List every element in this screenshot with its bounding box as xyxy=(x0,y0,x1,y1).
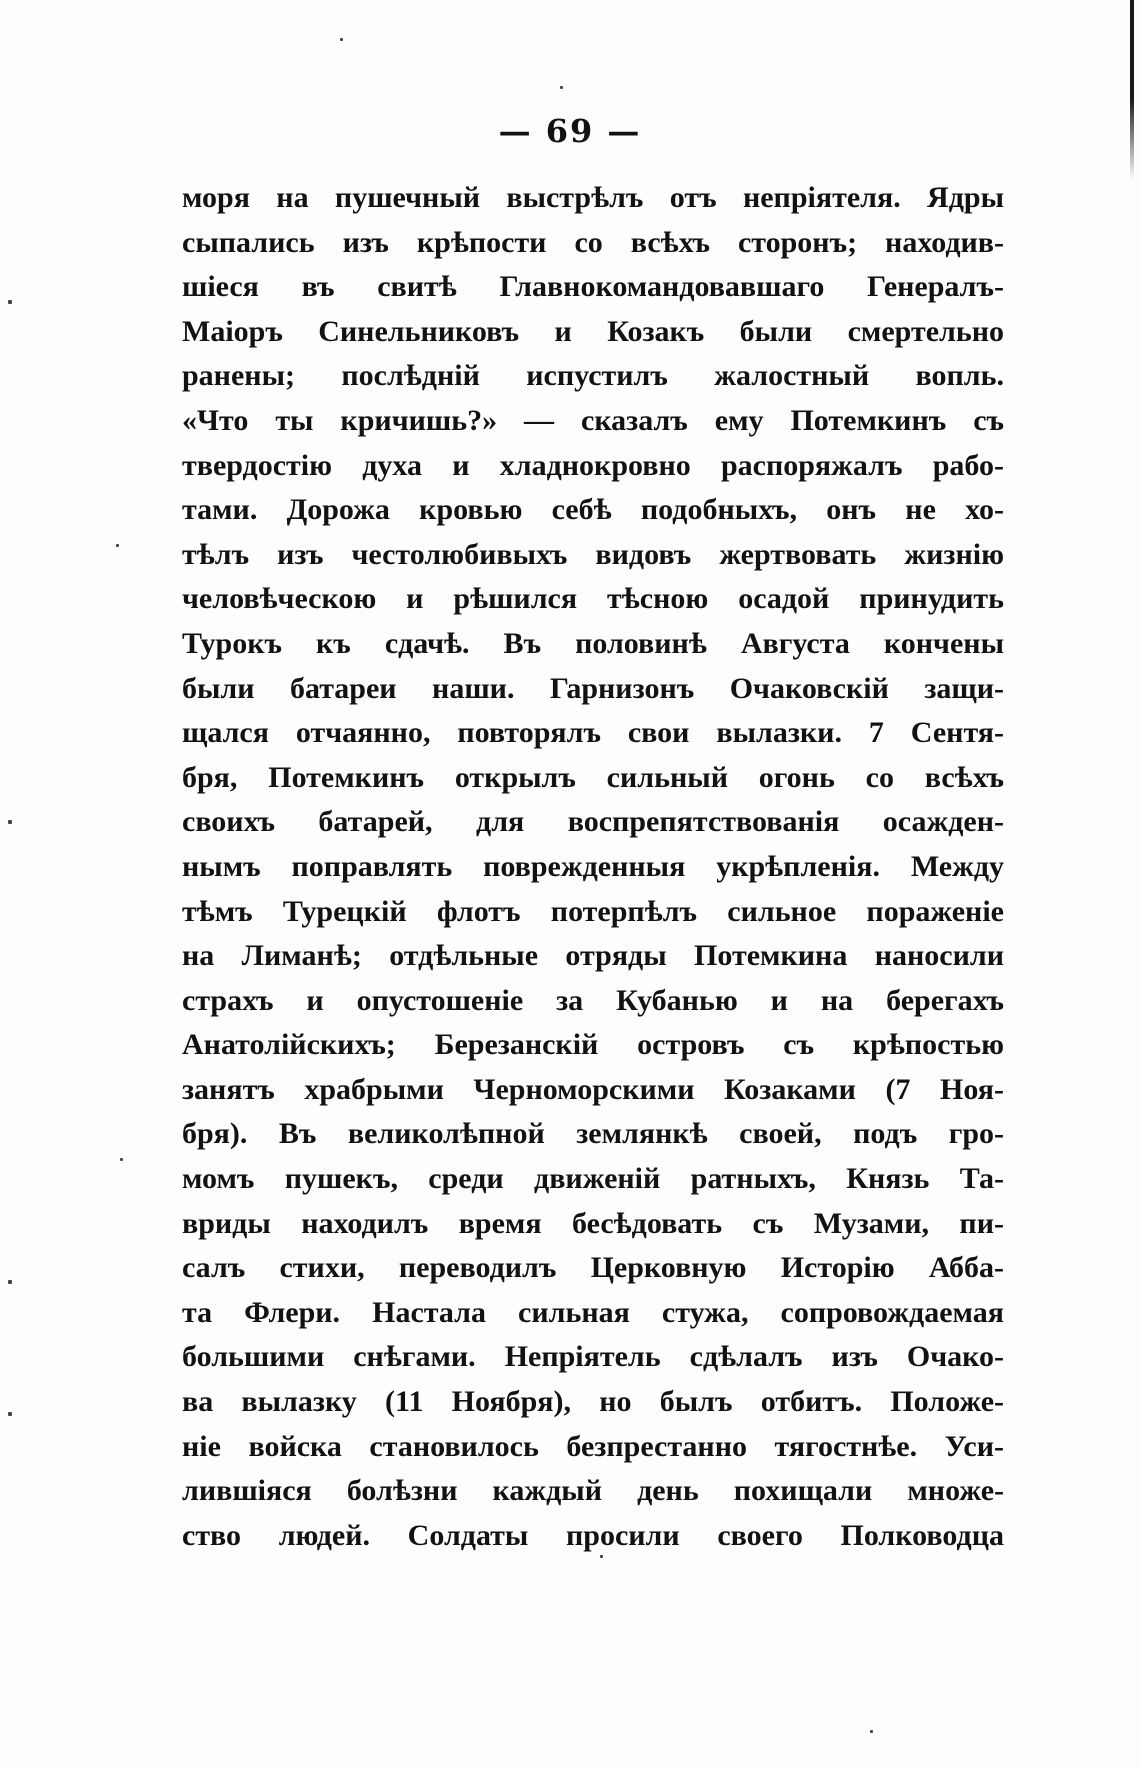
text-line: Турокъ къ сдачѣ. Въ половинѣ Августа кончены xyxy=(182,626,1004,660)
text-line: своихъ батарей, для воспрепятствованія осажден- xyxy=(182,805,1004,839)
scan-edge-shadow xyxy=(1130,0,1134,180)
page-number: — 69 — xyxy=(498,112,642,150)
scan-speck xyxy=(600,1555,603,1558)
text-line: «Что ты кричишь?» — сказалъ ему Потемкинъ съ xyxy=(182,403,1004,437)
scan-speck xyxy=(8,300,12,304)
scan-speck xyxy=(120,1158,123,1161)
text-line: ніе войска становилось безпрестанно тягостнѣе. Уси- xyxy=(182,1429,1004,1463)
scan-speck xyxy=(8,1412,12,1416)
text-line: ство людей. Солдаты просили своего Полководца xyxy=(182,1518,1004,1552)
text-line: Анатолійскихъ; Березанскій островъ съ крѣпостью xyxy=(182,1028,1004,1062)
text-line: тами. Дорожа кровью себѣ подобныхъ, онъ не хо- xyxy=(182,493,1004,527)
text-line: бря). Въ великолѣпной землянкѣ своей, подъ гро- xyxy=(182,1117,1004,1151)
text-line: тѣлъ изъ честолюбивыхъ видовъ жертвовать жизнію xyxy=(182,537,1004,571)
text-line: ва вылазку (11 Ноября), но былъ отбитъ. Положе- xyxy=(182,1385,1004,1419)
text-line: человѣческою и рѣшился тѣсною осадой принудить xyxy=(182,582,1004,616)
text-line: занятъ храбрыми Черноморскими Козаками (7 Ноя- xyxy=(182,1072,1004,1106)
scan-speck xyxy=(116,544,119,547)
text-line: страхъ и опустошеніе за Кубанью и на берегахъ xyxy=(182,983,1004,1017)
text-line: на Лиманѣ; отдѣльные отряды Потемкина наносили xyxy=(182,939,1004,973)
text-line: большими снѣгами. Непріятель сдѣлалъ изъ Очако- xyxy=(182,1340,1004,1374)
text-line: Маіоръ Синельниковъ и Козакъ были смертельно xyxy=(182,314,1004,348)
text-line: лившіяся болѣзни каждый день похищали множе- xyxy=(182,1474,1004,1508)
text-line: бря, Потемкинъ открылъ сильный огонь со всѣхъ xyxy=(182,760,1004,794)
text-line: тѣмъ Турецкій флотъ потерпѣлъ сильное пораженіе xyxy=(182,894,1004,928)
text-line: моря на пушечный выстрѣлъ отъ непріятеля. Ядры xyxy=(182,181,1004,214)
text-line: салъ стихи, переводилъ Церковную Исторію Абба- xyxy=(182,1251,1004,1285)
text-line: ранены; послѣдній испустилъ жалостный вопль. xyxy=(182,359,1004,393)
text-line: шіеся въ свитѣ Главнокомандовавшаго Генералъ- xyxy=(182,270,1004,304)
text-line: щался отчаянно, повторялъ свои вылазки. 7 Сентя- xyxy=(182,716,1004,750)
body-text xyxy=(182,176,1004,1558)
text-line: момъ пушекъ, среди движеній ратныхъ, Князь Та- xyxy=(182,1162,1004,1196)
text-line: твердостію духа и хладнокровно распоряжалъ рабо- xyxy=(182,448,1004,482)
text-line: вриды находилъ время бесѣдовать съ Музами, пи- xyxy=(182,1206,1004,1240)
text-line: сыпались изъ крѣпости со всѣхъ сторонъ; находив- xyxy=(182,225,1004,259)
scan-speck xyxy=(560,86,563,89)
scan-speck xyxy=(340,38,343,41)
scan-speck xyxy=(8,1280,12,1284)
text-line: та Флери. Настала сильная стужа, сопровождаемая xyxy=(182,1295,1004,1329)
scan-speck xyxy=(8,820,12,824)
scan-speck xyxy=(870,1730,873,1733)
text-line: нымъ поправлять поврежденныя укрѣпленія. Между xyxy=(182,849,1004,883)
text-line: были батареи наши. Гарнизонъ Очаковскій защи- xyxy=(182,671,1004,705)
